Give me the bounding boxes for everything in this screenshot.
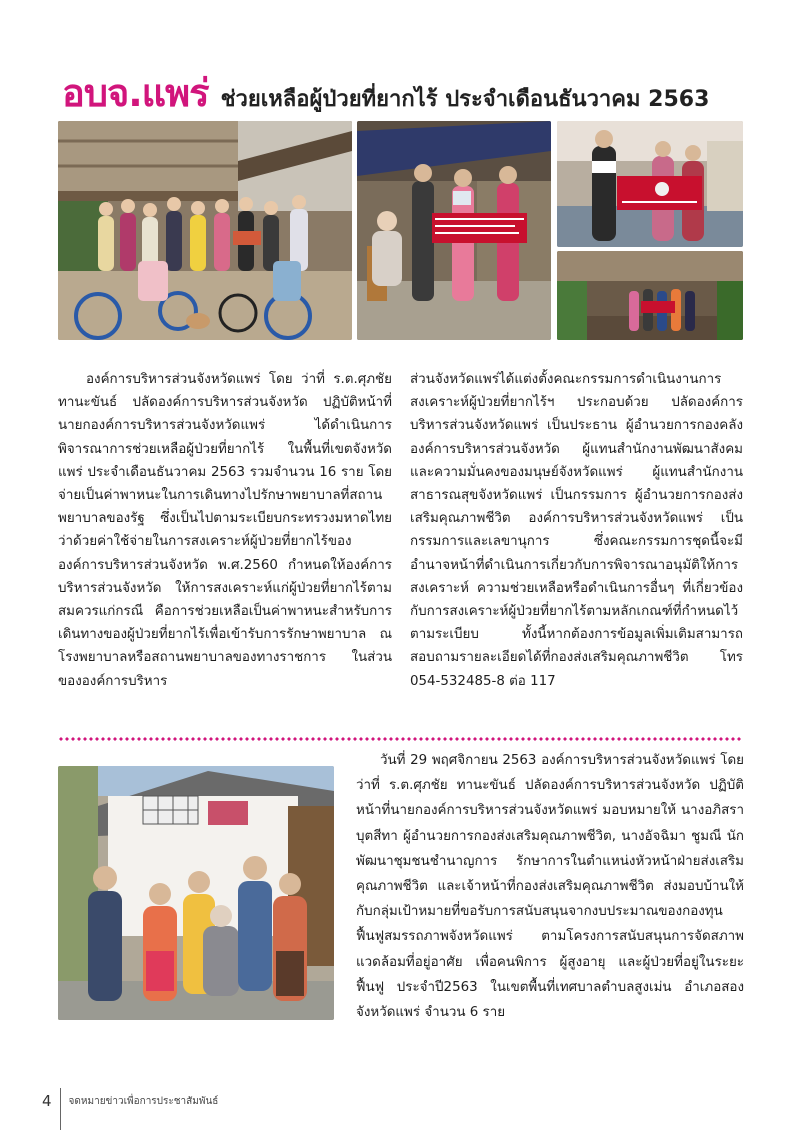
footer-text: จดหมายข่าวเพื่อการประชาสัมพันธ์ [68,1095,219,1107]
photo-elderly-banner [357,121,551,340]
photo-banner-handover [557,121,743,247]
article-column-2: ส่วนจังหวัดแพร่ได้แต่งตั้งคณะกรรมการดำเนินงานการสงเคราะห์ผู้ป่วยที่ยากไร้ฯ ประกอบด้วย ปลัดองค์การบริหารส่วนจังหวัดแพร่ เป็นประธาน ผู้อำนวยการกองคลังองค์การบริหารส่วนจังหวัด ผู้แทนสำนักงานพัฒนาสังคมและความมั่นคงของมนุษย์จังหวัดแพร่ ผู้แทนสำนักงานสาธารณสุขจังหวัดแพร่ เป็นกรรมการ ผู้อำนวยการกองส่งเสริมคุณภาพชีวิต องค์การบริหารส่วนจังหวัดแพร่ เป็นกรรมการและเลขานุการ ซึ่งคณะกรรมการชุดนี้จะมีอำนาจหน้าที่ดำเนินการเกี่ยวกับการพิจารณาอนุมัติให้การสงเคราะห์ ความช่วยเหลือหรือดำเนินการอื่นๆ ที่เกี่ยวข้องกับการสงเคราะห์ผู้ป่วยที่ยากไร้ตามหลักเกณฑ์ที่กำหนดไว้ตามระเบียบ ทั้งนี้หากต้องการข้อมูลเพิ่มเติมสามารถสอบถามรายละเอียดได้ที่กองส่งเสริมคุณภาพชีวิต โทร 054-532485-8 ต่อ 117 [410,372,743,689]
page-number: 4 [42,1092,52,1110]
photo-house-handover [58,766,334,1020]
title-text: ช่วยเหลือผู้ป่วยที่ยากไร้ ประจำเดือนธันวาคม 2563 [220,87,710,112]
title-org: อบจ.แพร่ [62,71,209,115]
article-column-1: องค์การบริหารส่วนจังหวัดแพร่ โดย ว่าที่ ร.ต.ศุภชัย ทานะขันธ์ ปลัดองค์การบริหารส่วนจังหวัด ปฏิบัติหน้าที่นายกองค์การบริหารส่วนจังหวัดแพร่ ได้ดำเนินการพิจารณาการช่วยเหลือผู้ป่วยที่ยากไร้ ในพื้นที่เขตจังหวัดแพร่ ประจำเดือนธันวาคม 2563 รวมจำนวน 16 ราย โดยจ่ายเป็นค่าพาหนะในการเดินทางไปรักษาพยาบาลที่สถานพยาบาลของรัฐ ซึ่งเป็นไปตามระเบียบกระทรวงมหาดไทยว่าด้วยค่าใช้จ่ายในการสงเคราะห์ผู้ป่วยที่ยากไร้ขององค์การบริหารส่วนจังหวัด พ.ศ.2560 กำหนดให้องค์การบริหารส่วนจังหวัด ให้การสงเคราะห์แก่ผู้ป่วยที่ยากไร้ตามสมควรแก่กรณี คือการช่วยเหลือเป็นค่าพาหนะสำหรับการเดินทางของผู้ป่วยที่ยากไร้เพื่อเข้ารับการรักษาพยาบาล ณ โรงพยาบาลหรือสถานพยาบาลของทางราชการ ในส่วนขององค์การบริหาร [58,372,392,689]
page-footer [42,1086,218,1116]
photo-group-wheelchair [58,121,352,340]
section-divider [58,737,742,741]
footer-divider [60,1088,61,1130]
article-bottom: วันที่ 29 พฤศจิกายน 2563 องค์การบริหารส่วนจังหวัดแพร่ โดย ว่าที่ ร.ต.ศุภชัย ทานะขันธ์ ปลัดองค์การบริหารส่วนจังหวัด ปฏิบัติหน้าที่นายกองค์การบริหารส่วนจังหวัดแพร่ มอบหมายให้ นางอภิสรา บุตสีทา ผู้อำนวยการกองส่งเสริมคุณภาพชีวิต, นางอัจฉิมา ชูมณี นักพัฒนาชุมชนชำนาญการ รักษาการในตำแหน่งหัวหน้าฝ่ายส่งเสริมคุณภาพชีวิต และเจ้าหน้าที่กองส่งเสริมคุณภาพชีวิต ส่งมอบบ้านให้กับกลุ่มเป้าหมายที่ขอรับการสนับสนุนจากงบประมาณของกองทุนฟื้นฟูสมรรถภาพจังหวัดแพร่ ตามโครงการสนับสนุนการจัดสภาพแวดล้อมที่อยู่อาศัย เพื่อคนพิการ ผู้สูงอายุ และผู้ป่วยที่อยู่ในระยะฟื้นฟู ประจำปี2563 ในเขตพื้นที่เทศบาลตำบลสูงเม่น อำเภอสอง จังหวัดแพร่ จำนวน 6 ราย [356,753,744,1021]
page-title [62,62,752,115]
photo-house-group [557,251,743,340]
